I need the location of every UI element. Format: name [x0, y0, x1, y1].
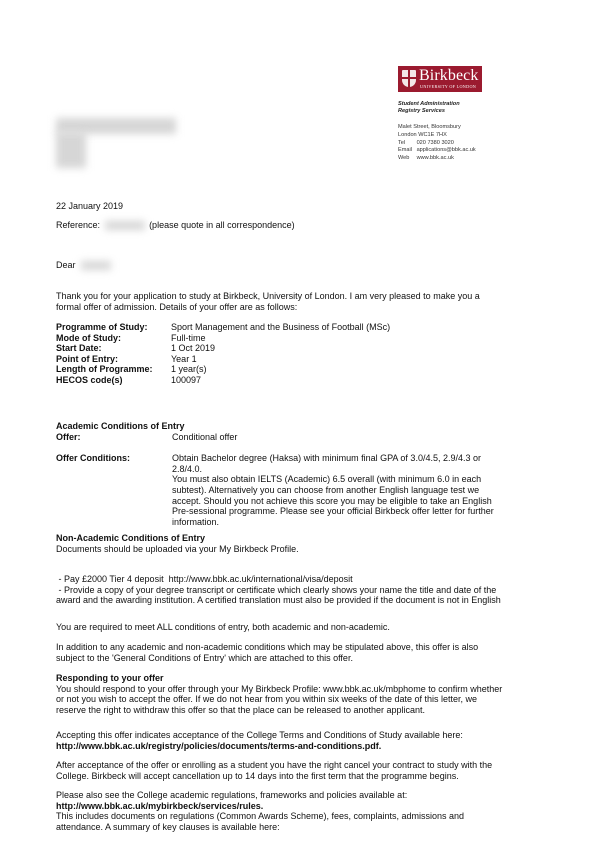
address-line2: London WC1E 7HX — [398, 131, 447, 138]
offer-value: Conditional offer — [172, 431, 238, 442]
tel-label: Tel — [398, 139, 406, 146]
letter-date: 22 January 2019 — [56, 201, 124, 211]
web-line — [398, 155, 476, 163]
detail-value: Sport Management and the Business of Football (MSc) — [171, 322, 391, 332]
salutation: Dear — [56, 260, 76, 270]
tel-value: 020 7380 3020 — [416, 139, 454, 146]
detail-label: HECOS code(s) — [56, 374, 123, 385]
detail-label: Point of Entry: — [56, 353, 118, 364]
detail-row — [56, 322, 496, 333]
general-conditions-paragraph: In addition to any academic and non-academic conditions which may be stipulated above, this offer is also subject to the 'General Conditions of Entry' which are attached to this offer. — [56, 642, 479, 663]
detail-row — [56, 375, 496, 386]
offer-row — [56, 432, 496, 443]
regulations-link[interactable]: http://www.bbk.ac.uk/mybirkbeck/services/rules. — [56, 800, 264, 811]
web-label: Web — [398, 155, 410, 162]
detail-value: 1 year(s) — [171, 364, 207, 375]
logo-subtitle: UNIVERSITY OF LONDON — [420, 84, 477, 89]
intro-paragraph: Thank you for your application to study at Birkbeck, University of London. I am very pleased to make you a formal offer of admission. Details of your offer are as follows: — [56, 291, 480, 312]
conditions-english: You must also obtain IELTS (Academic) 6.5 overall (with minimum 6.0 in each subtest). Alternatively you can choose from another English language test we accept. Should you not achieve this score you may be eligible to take an English Pre-sessional programme. Please see your official Birkbeck offer letter for further information. — [172, 474, 494, 527]
all-conditions-paragraph: You are required to meet ALL conditions of entry, both academic and non-academic. — [56, 622, 390, 632]
detail-row — [56, 343, 496, 354]
detail-value: 1 Oct 2019 — [171, 343, 216, 354]
terms-link[interactable]: http://www.bbk.ac.uk/registry/policies/documents/terms-and-conditions.pdf. — [56, 740, 382, 751]
email-label: Email — [398, 147, 412, 154]
detail-row — [56, 333, 496, 344]
detail-label: Programme of Study: — [56, 322, 148, 332]
logo-name: Birkbeck — [419, 67, 479, 84]
address-block — [398, 124, 476, 163]
redacted-recipient-address — [56, 132, 86, 168]
responding-section — [56, 673, 506, 715]
salutation-line — [56, 260, 111, 271]
non-academic-intro: Documents should be uploaded via your My Birkbeck Profile. — [56, 543, 299, 554]
redacted-recipient-name — [81, 261, 111, 270]
detail-label: Mode of Study: — [56, 332, 121, 343]
reference-label: Reference: — [56, 220, 101, 230]
email-value: applications@bbk.ac.uk — [416, 147, 476, 154]
birkbeck-logo — [398, 66, 482, 92]
non-academic-heading: Non-Academic Conditions of Entry — [56, 533, 206, 543]
offer-label: Offer: — [56, 431, 81, 442]
tel-line — [398, 140, 476, 148]
reference-note: (please quote in all correspondence) — [149, 220, 295, 230]
department-block — [398, 101, 460, 115]
conditions-degree: Obtain Bachelor degree (Haksa) with minimum final GPA of 3.0/4.5, 2.9/4.3 or 2.8/4.0. — [172, 453, 481, 474]
detail-row — [56, 364, 496, 375]
deposit-link[interactable]: http://www.bbk.ac.uk/international/visa/deposit — [168, 574, 353, 585]
detail-value: Full-time — [171, 332, 206, 343]
detail-row — [56, 354, 496, 365]
department-line2: Registry Services — [398, 108, 445, 114]
academic-conditions — [56, 421, 496, 527]
regulations-text: Please also see the College academic regulations, frameworks and policies available at: — [56, 790, 408, 800]
deposit-text: - Pay £2000 Tier 4 deposit — [56, 574, 169, 585]
non-academic-conditions — [56, 533, 506, 606]
cancellation-paragraph: After acceptance of the offer or enrolling as a student you have the right cancel your contract to study with the College. Birkbeck will accept cancellation up to 14 days into the first term that the programme begins. — [56, 760, 493, 781]
web-value: www.bbk.ac.uk — [416, 155, 454, 162]
terms-section — [56, 730, 506, 751]
conditions-text — [172, 453, 496, 527]
conditions-row — [56, 453, 496, 527]
detail-label: Start Date: — [56, 343, 102, 354]
detail-value: Year 1 — [171, 353, 197, 364]
email-line — [398, 147, 476, 155]
redacted-reference-number — [105, 221, 145, 230]
responding-heading: Responding to your offer — [56, 673, 164, 683]
transcript-item: - Provide a copy of your degree transcript or certificate which clearly shows your name the title and date of the award and the awarding institution. A certified translation must also be provided if the document is not in English — [56, 584, 501, 606]
regulations-text2: This includes documents on regulations (Common Awards Scheme), fees, complaints, admissions and attendance. A summary of key clauses is available here: — [56, 811, 465, 832]
department-line1: Student Administration — [398, 101, 460, 107]
detail-label: Length of Programme: — [56, 364, 153, 375]
address-line1: Malet Street, Bloomsbury — [398, 124, 461, 130]
reference-line — [56, 220, 295, 231]
academic-heading: Academic Conditions of Entry — [56, 421, 185, 431]
terms-text: Accepting this offer indicates acceptance of the College Terms and Conditions of Study available here: — [56, 730, 463, 740]
conditions-label: Offer Conditions: — [56, 453, 130, 464]
deposit-item — [56, 574, 506, 585]
regulations-section — [56, 790, 496, 832]
offer-details — [56, 322, 496, 386]
crest-icon — [402, 70, 416, 87]
responding-text: You should respond to your offer through your My Birkbeck Profile: www.bbk.ac.uk/mbphome to confirm whether or not you wish to accept the offer. If we do not hear from you within six weeks of the date of this letter, we reserve the right to withdraw this offer so that the place can be released to another applicant. — [56, 683, 503, 715]
detail-value: 100097 — [171, 374, 202, 385]
